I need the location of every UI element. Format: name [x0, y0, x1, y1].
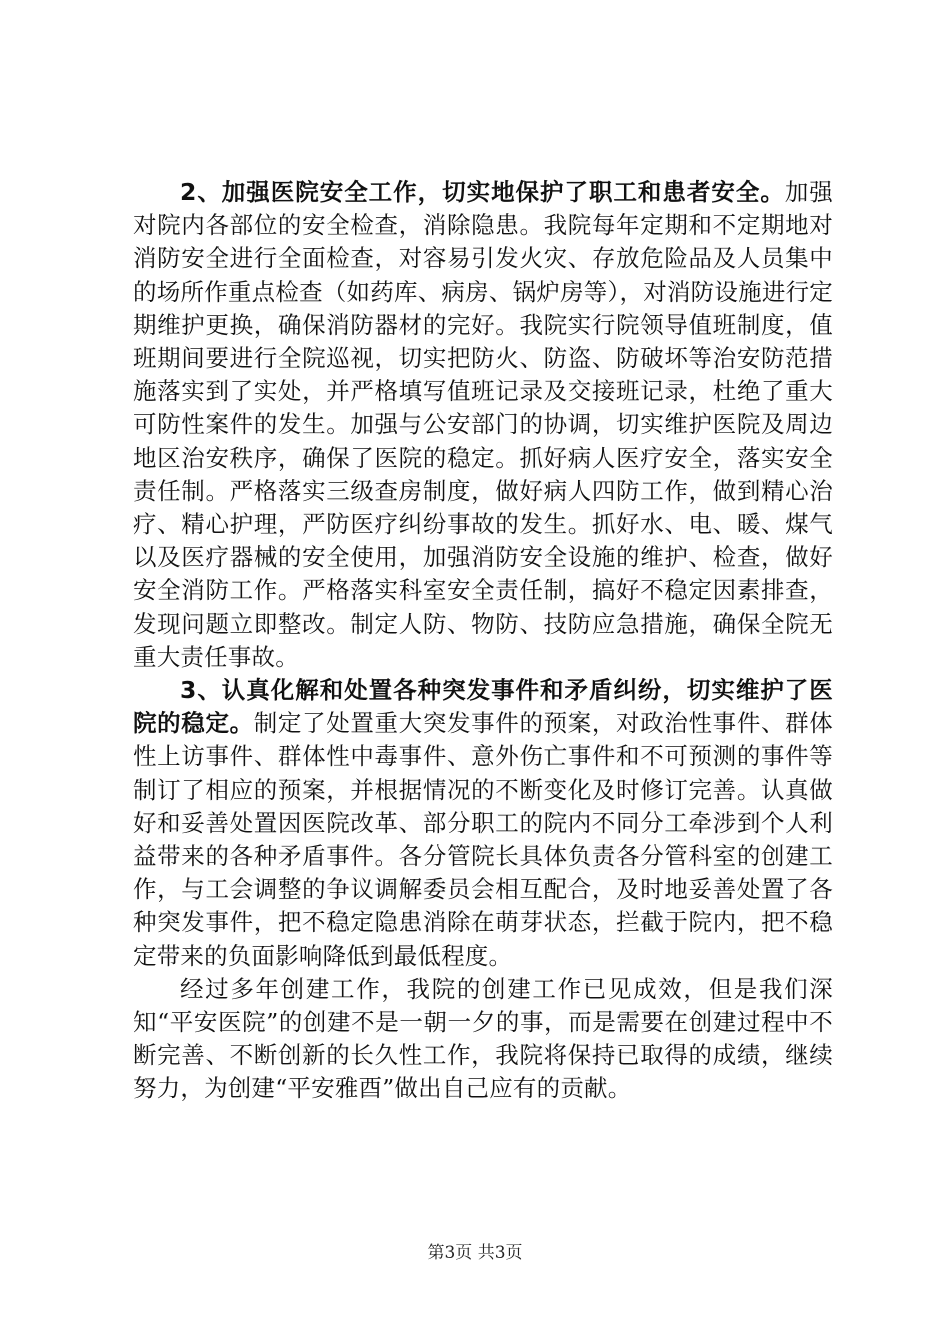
paragraph-text: 加强对院内各部位的安全检查，消除隐患。我院每年定期和不定期地对消防安全进行全面检查，对容易引发火灾、存放危险品及人员集中的场所作重点检查（如药库、病房、锅炉房等），对消防设施进行定期维护更换，确保消防器材的完好。我院实行院领导值班制度，值班期间要进行全院巡视，切实把防火、防盗、防破坏等治安防范措施落实到了实处，并严格填写值班记录及交接班记录，杜绝了重大可防性案件的发生。加强与公安部门的协调，切实维护医院及周边地区治安秩序，确保了医院的稳定。抓好病人医疗安全，落实安全责任制。严格落实三级查房制度，做好病人四防工作，做到精心治疗、精心护理，严防医疗纠纷事故的发生。抓好水、电、暖、煤气以及医疗器械的安全使用，加强消防安全设施的维护、检查，做好安全消防工作。严格落实科室安全责任制，搞好不稳定因素排查，发现问题立即整改。制定人防、物防、技防应急措施，确保全院无重大责任事故。	[133, 178, 833, 671]
paragraph-text: 经过多年创建工作，我院的创建工作已见成效，但是我们深知“平安医院”的创建不是一朝一夕的事，而是需要在创建过程中不断完善、不断创新的长久性工作，我院将保持已取得的成绩，继续努力，为创建“平安雅酉”做出自己应有的贡献。	[133, 974, 833, 1103]
paragraph-heading: 3、认真化解和处置各种突发事件和矛盾纠纷，切实维护了医院的稳定。	[133, 676, 833, 738]
paragraph-conclusion	[133, 973, 833, 1106]
paragraph-text: 制定了处置重大突发事件的预案，对政治性事件、群体性上访事件、群体性中毒事件、意外伤亡事件和不可预测的事件等制订了相应的预案，并根据情况的不断变化及时修订完善。认真做好和妥善处置因医院改革、部分职工的院内不同分工牵涉到个人利益带来的各种矛盾事件。各分管院长具体负责各分管科室的创建工作，与工会调整的争议调解委员会相互配合，及时地妥善处置了各种突发事件，把不稳定隐患消除在萌芽状态，拦截于院内，把不稳定带来的负面影响降低到最低程度。	[133, 709, 833, 970]
document-body	[133, 176, 833, 1106]
paragraph-heading: 2、加强医院安全工作，切实地保护了职工和患者安全。	[180, 178, 785, 206]
page-number-footer: 第3页 共3页	[427, 1243, 523, 1263]
paragraph-safety-work	[133, 176, 833, 674]
paragraph-emergency-handling	[133, 674, 833, 973]
